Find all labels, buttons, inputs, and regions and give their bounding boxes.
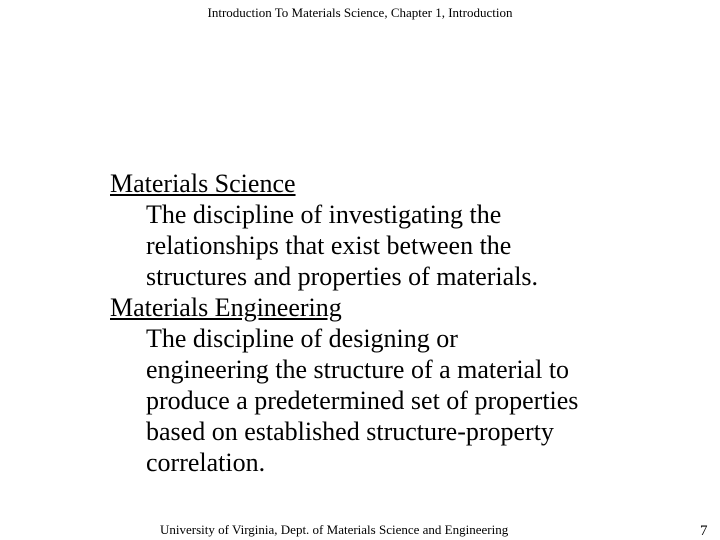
term-materials-science: Materials Science (110, 169, 296, 198)
page-number: 7 (700, 523, 708, 539)
definition-materials-science: The discipline of investigating the relationships that exist between the structures and properties of materials. (146, 200, 539, 291)
term-materials-engineering: Materials Engineering (110, 293, 342, 322)
slide-content (110, 168, 710, 478)
definition-materials-engineering: The discipline of designing or engineering the structure of a material to produce a predetermined set of properties based on established structure-property correlation. (146, 324, 579, 477)
page-header: Introduction To Materials Science, Chapter 1, Introduction (207, 5, 513, 20)
page-footer: University of Virginia, Dept. of Materials Science and Engineering (160, 522, 509, 537)
